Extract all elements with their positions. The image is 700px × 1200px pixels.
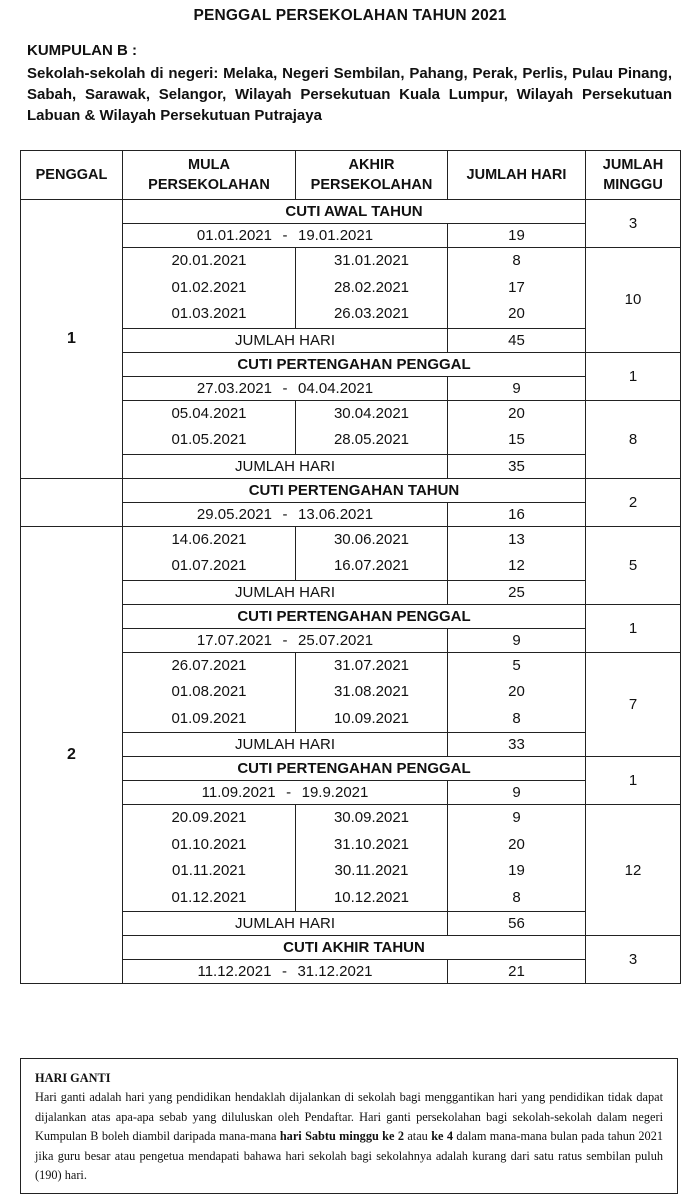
break-weeks: 2 bbox=[586, 478, 681, 526]
end-dates: 30.09.2021 31.10.2021 30.11.2021 10.12.2021 bbox=[296, 805, 448, 912]
total-days: 56 bbox=[448, 912, 586, 936]
break-name: CUTI AWAL TAHUN bbox=[123, 200, 586, 224]
break-days: 9 bbox=[448, 628, 586, 652]
break-dates: 29.05.2021 - 13.06.2021 bbox=[123, 502, 448, 526]
end-dates: 31.07.2021 31.08.2021 10.09.2021 bbox=[296, 652, 448, 733]
hari-ganti-note bbox=[20, 1058, 678, 1194]
break-name: CUTI AKHIR TAHUN bbox=[123, 936, 586, 960]
end-dates: 30.04.2021 28.05.2021 bbox=[296, 400, 448, 454]
break-dates: 27.03.2021 - 04.04.2021 bbox=[123, 376, 448, 400]
start-dates: 20.09.2021 01.10.2021 01.11.2021 01.12.2021 bbox=[123, 805, 296, 912]
break-days: 21 bbox=[448, 960, 586, 984]
note-emphasis: hari Sabtu minggu ke 2 bbox=[279, 1129, 404, 1144]
penggal-spacer bbox=[21, 478, 123, 526]
break-dates: 17.07.2021 - 25.07.2021 bbox=[123, 628, 448, 652]
start-dates: 20.01.2021 01.02.2021 01.03.2021 bbox=[123, 248, 296, 329]
break-name: CUTI PERTENGAHAN TAHUN bbox=[123, 478, 586, 502]
break-row bbox=[21, 200, 681, 224]
break-name: CUTI PERTENGAHAN PENGGAL bbox=[123, 757, 586, 781]
day-counts: 9 20 19 8 bbox=[448, 805, 586, 912]
break-weeks: 3 bbox=[586, 200, 681, 248]
penggal-label: 1 bbox=[21, 200, 123, 479]
total-days: 35 bbox=[448, 454, 586, 478]
block-weeks: 5 bbox=[586, 526, 681, 604]
note-text: dalam mana-mana bulan pada tahun 2021 jika guru besar atau pengetua mendapati bahawa hari sekolah bagi sekolahnya adalah kurang dari satu ratus sembilan puluh (190) hari. bbox=[35, 1129, 663, 1183]
start-dates: 26.07.2021 01.08.2021 01.09.2021 bbox=[123, 652, 296, 733]
header-mula: MULA PERSEKOLAHAN bbox=[123, 151, 296, 200]
day-counts: 20 15 bbox=[448, 400, 586, 454]
header-row bbox=[21, 151, 681, 200]
note-text: atau bbox=[403, 1129, 432, 1144]
block-weeks: 12 bbox=[586, 805, 681, 936]
start-dates: 05.04.2021 01.05.2021 bbox=[123, 400, 296, 454]
block-weeks: 10 bbox=[586, 248, 681, 353]
end-dates: 31.01.2021 28.02.2021 26.03.2021 bbox=[296, 248, 448, 329]
note-emphasis: ke 4 bbox=[431, 1129, 453, 1144]
total-days: 33 bbox=[448, 733, 586, 757]
group-label: KUMPULAN B : bbox=[27, 42, 137, 59]
break-dates: 11.12.2021 - 31.12.2021 bbox=[123, 960, 448, 984]
header-penggal: PENGGAL bbox=[21, 151, 123, 200]
break-days: 9 bbox=[448, 376, 586, 400]
end-dates: 30.06.2021 16.07.2021 bbox=[296, 526, 448, 580]
total-label: JUMLAH HARI bbox=[123, 733, 448, 757]
total-label: JUMLAH HARI bbox=[123, 328, 448, 352]
calendar-table bbox=[20, 150, 681, 984]
block-weeks: 7 bbox=[586, 652, 681, 757]
start-dates: 14.06.2021 01.07.2021 bbox=[123, 526, 296, 580]
block-weeks: 8 bbox=[586, 400, 681, 478]
break-weeks: 1 bbox=[586, 757, 681, 805]
note-title: HARI GANTI bbox=[35, 1071, 111, 1085]
note-text: Hari ganti adalah hari yang pendidikan hendaklah dijalankan di sekolah bagi menggantikan hari yang pendidikan tidak dapat dijalankan atas apa-apa sebab yang diluluskan oleh Pendaftar. Hari ganti persekolahan bagi sekolah-sekolah dalam negeri Kumpulan B boleh diambil daripada mana-mana bbox=[35, 1090, 663, 1144]
break-dates: 11.09.2021 - 19.9.2021 bbox=[123, 781, 448, 805]
total-days: 45 bbox=[448, 328, 586, 352]
header-akhir: AKHIR PERSEKOLAHAN bbox=[296, 151, 448, 200]
day-counts: 13 12 bbox=[448, 526, 586, 580]
break-weeks: 1 bbox=[586, 352, 681, 400]
page-title: PENGGAL PERSEKOLAHAN TAHUN 2021 bbox=[193, 7, 507, 24]
day-counts: 8 17 20 bbox=[448, 248, 586, 329]
break-days: 16 bbox=[448, 502, 586, 526]
break-row bbox=[21, 478, 681, 502]
total-label: JUMLAH HARI bbox=[123, 580, 448, 604]
total-days: 25 bbox=[448, 580, 586, 604]
total-label: JUMLAH HARI bbox=[123, 912, 448, 936]
break-name: CUTI PERTENGAHAN PENGGAL bbox=[123, 604, 586, 628]
break-dates: 01.01.2021 - 19.01.2021 bbox=[123, 224, 448, 248]
break-days: 9 bbox=[448, 781, 586, 805]
day-counts: 5 20 8 bbox=[448, 652, 586, 733]
break-name: CUTI PERTENGAHAN PENGGAL bbox=[123, 352, 586, 376]
states-text: Sekolah-sekolah di negeri: Melaka, Negeri Sembilan, Pahang, Perak, Perlis, Pulau Pinang, Sabah, Sarawak, Selangor, Wilayah Persekutuan Kuala Lumpur, Wilayah Persekutuan Labuan & Wilayah Persekutuan Putrajaya bbox=[27, 65, 672, 124]
break-weeks: 1 bbox=[586, 604, 681, 652]
school-row bbox=[21, 526, 681, 580]
break-days: 19 bbox=[448, 224, 586, 248]
header-jumlah-minggu: JUMLAH MINGGU bbox=[586, 151, 681, 200]
header-jumlah-hari: JUMLAH HARI bbox=[448, 151, 586, 200]
break-weeks: 3 bbox=[586, 936, 681, 984]
total-label: JUMLAH HARI bbox=[123, 454, 448, 478]
penggal-label: 2 bbox=[21, 526, 123, 984]
